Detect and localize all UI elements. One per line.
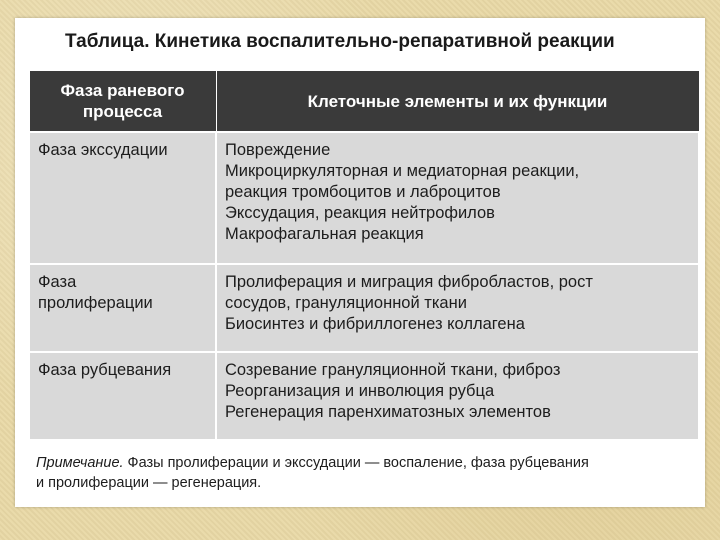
function-line: Пролиферация и миграция фибробластов, рост bbox=[225, 273, 593, 291]
function-line: Микроциркуляторная и медиаторная реакции, bbox=[225, 162, 580, 180]
phase-line: Фаза bbox=[38, 273, 77, 291]
phase-cell bbox=[29, 132, 216, 264]
note-text-line2: и пролиферации — регенерация. bbox=[36, 475, 262, 491]
functions-cell bbox=[216, 352, 699, 440]
table-row bbox=[29, 132, 699, 264]
table-note bbox=[36, 453, 696, 493]
phase-cell bbox=[29, 352, 216, 440]
note-label: Примечание. bbox=[36, 455, 124, 471]
kinetics-table bbox=[28, 70, 700, 441]
function-line: Биосинтез и фибриллогенез коллагена bbox=[225, 315, 525, 333]
function-line: Повреждение bbox=[225, 141, 331, 159]
header-functions: Клеточные элементы и их функции bbox=[216, 71, 699, 133]
function-line: Регенерация паренхиматозных элементов bbox=[225, 403, 551, 421]
functions-cell bbox=[216, 264, 699, 352]
slide bbox=[15, 18, 705, 507]
header-phase-line1: Фаза раневого bbox=[60, 81, 185, 100]
note-text-line1: Фазы пролиферации и экссудации — воспаление, фаза рубцевания bbox=[123, 455, 589, 471]
phase-cell bbox=[29, 264, 216, 352]
function-line: Макрофагальная реакция bbox=[225, 225, 424, 243]
header-phase bbox=[29, 71, 216, 133]
functions-cell bbox=[216, 132, 699, 264]
table-title: Таблица. Кинетика воспалительно-репаративной реакции bbox=[65, 31, 615, 52]
function-line: сосудов, грануляционной ткани bbox=[225, 294, 467, 312]
phase-line: Фаза экссудации bbox=[38, 141, 168, 159]
table-header-row bbox=[29, 71, 699, 133]
function-line: Созревание грануляционной ткани, фиброз bbox=[225, 361, 561, 379]
function-line: реакция тромбоцитов и лаброцитов bbox=[225, 183, 501, 201]
phase-line: пролиферации bbox=[38, 294, 153, 312]
header-phase-line2: процесса bbox=[82, 102, 163, 121]
table-row bbox=[29, 352, 699, 440]
function-line: Реорганизация и инволюция рубца bbox=[225, 382, 495, 400]
function-line: Экссудация, реакция нейтрофилов bbox=[225, 204, 495, 222]
phase-line: Фаза рубцевания bbox=[38, 361, 172, 379]
table-row bbox=[29, 264, 699, 352]
